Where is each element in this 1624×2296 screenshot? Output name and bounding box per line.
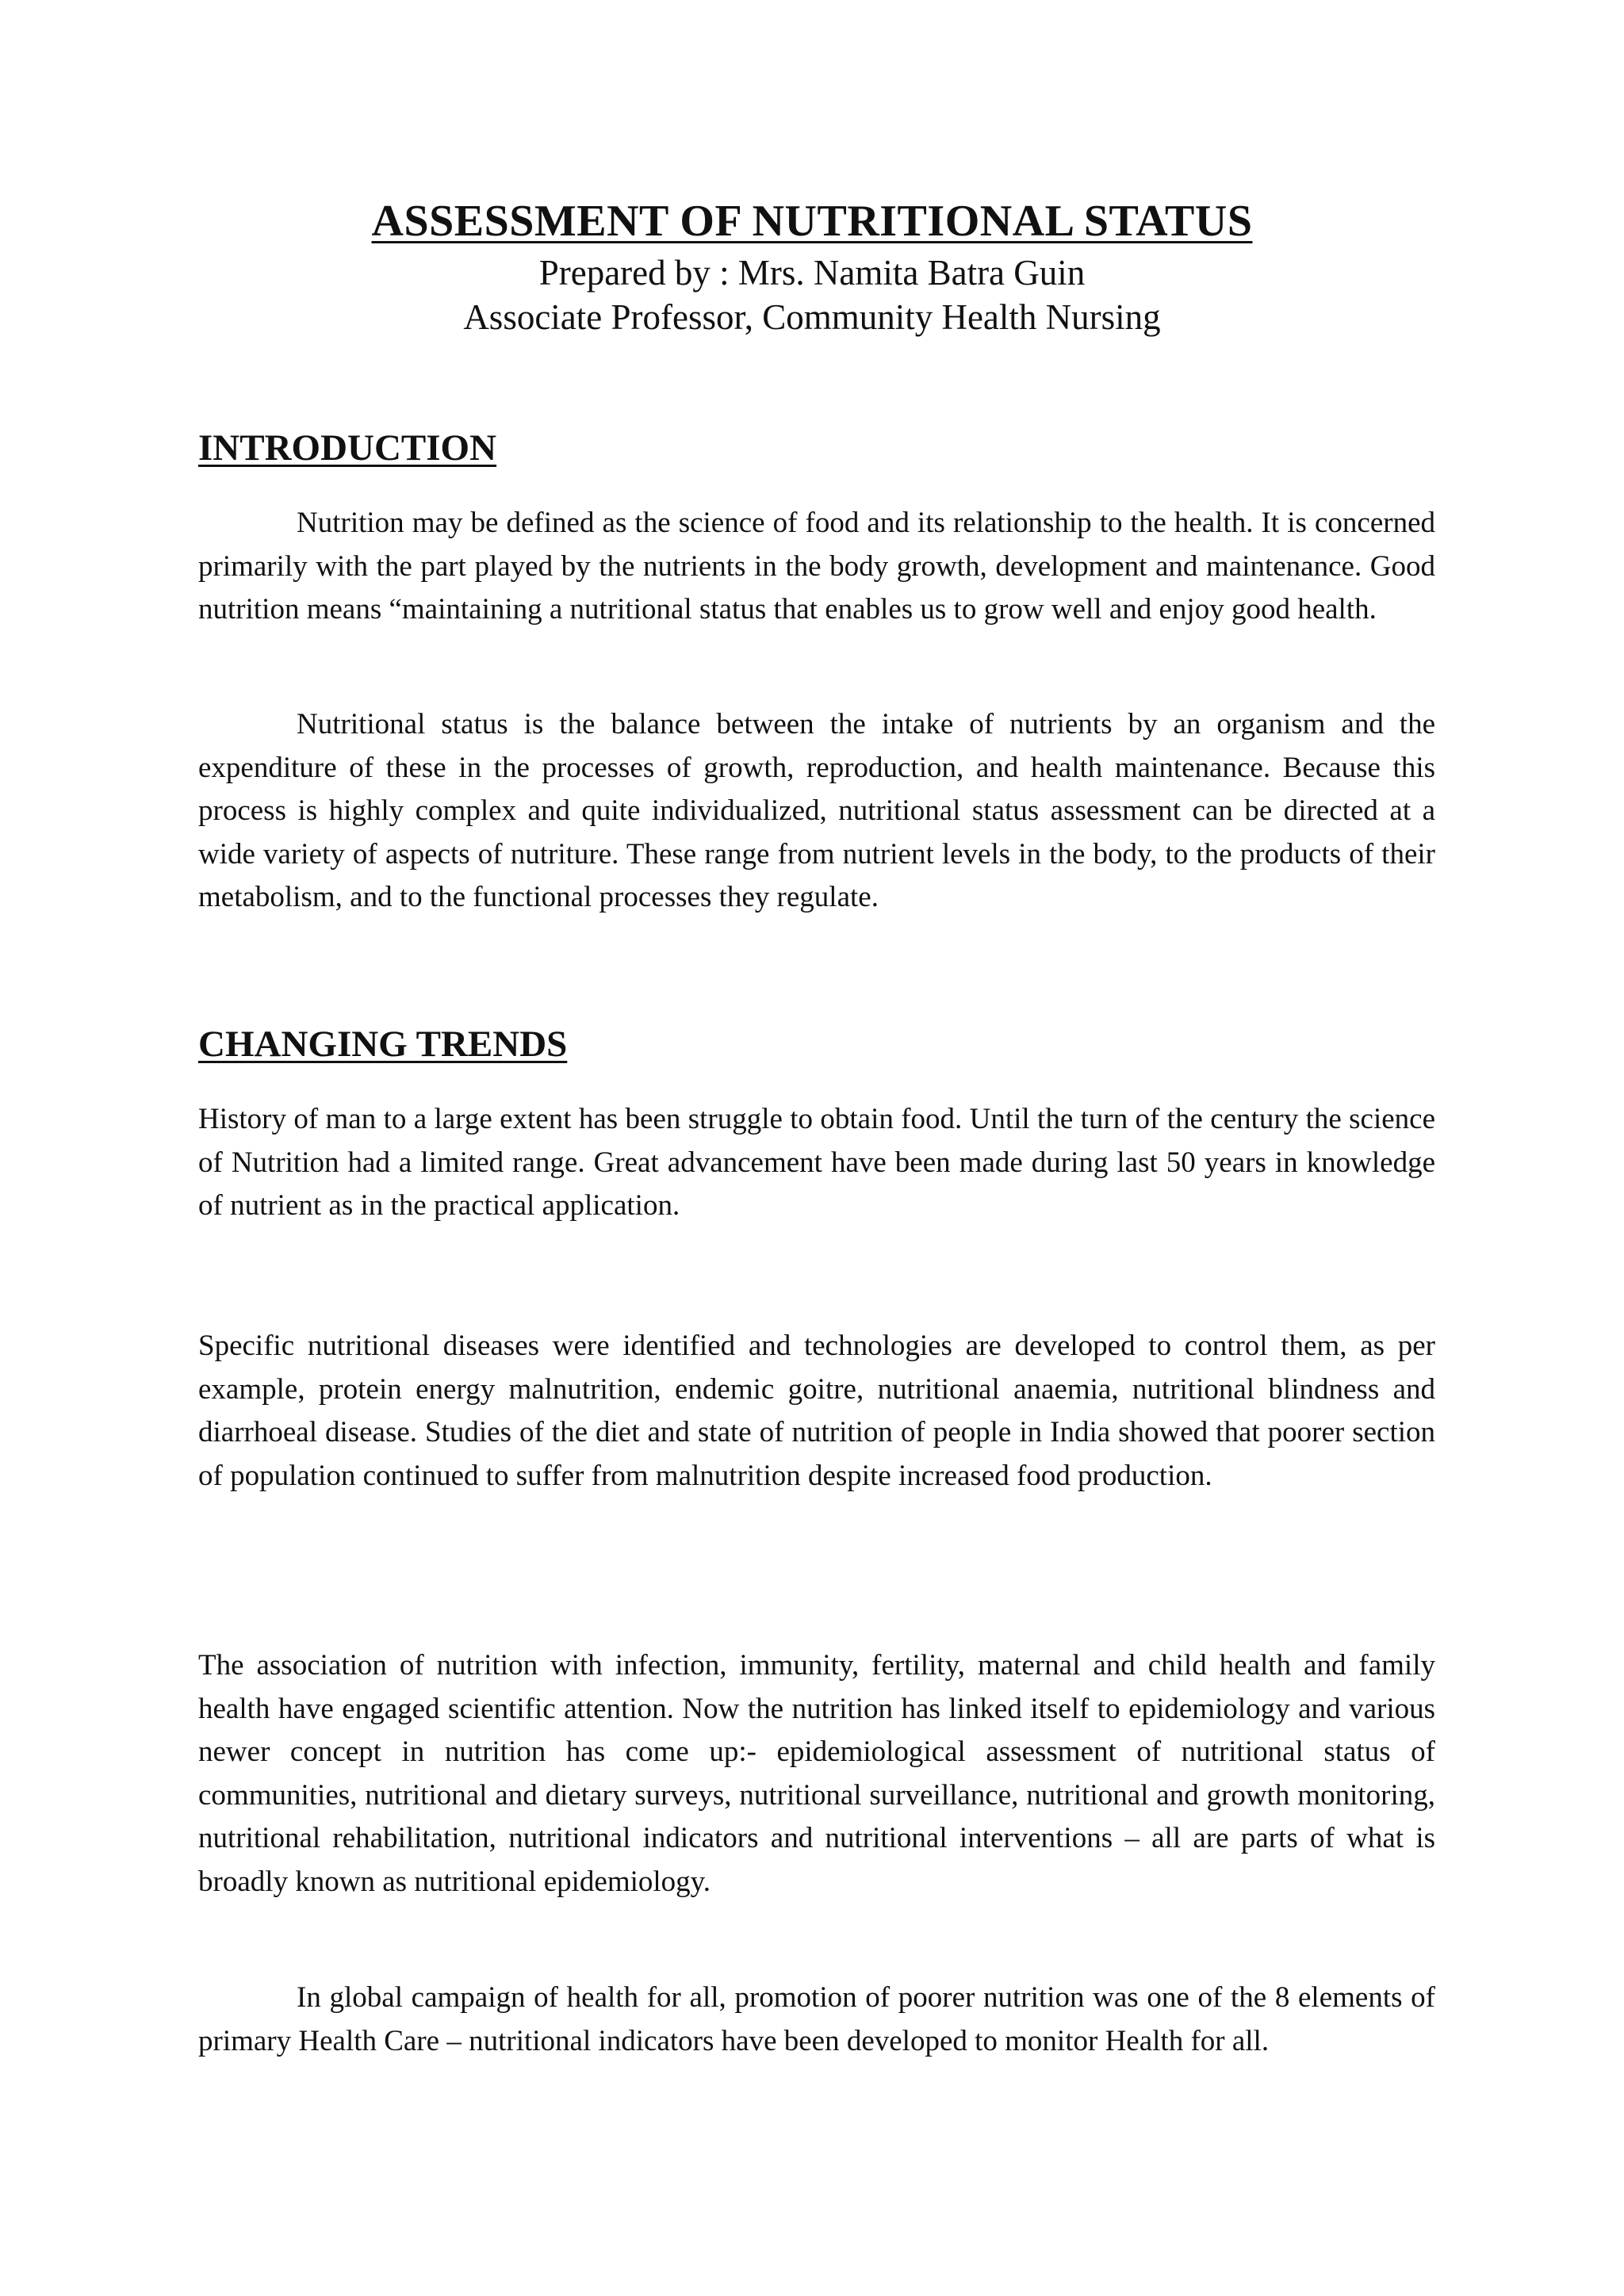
author-affiliation: Associate Professor, Community Health Nursing: [463, 297, 1161, 337]
paragraph: Nutrition may be defined as the science of food and its relationship to the health. It is concerned primarily with the part played by the nutrients in the body growth, development and maintenance. Good nutrition means “maintaining a nutritional status that enables us to grow well and enjoy good health.: [198, 507, 1435, 626]
section-heading-changing-trends: CHANGING TRENDS: [198, 1024, 568, 1065]
paragraph: In global campaign of health for all, promotion of poorer nutrition was one of the 8 elements of primary Health Care – nutritional indicators have been developed to monitor Health for all.: [198, 1981, 1435, 2057]
paragraph: Specific nutritional diseases were identified and technologies are developed to control them, as per example, protein energy malnutrition, endemic goitre, nutritional anaemia, nutritional blindness and diarrhoeal disease. Studies of the diet and state of nutrition of people in India showed that poorer section of population continued to suffer from malnutrition despite increased food production.: [198, 1330, 1435, 1492]
paragraph: History of man to a large extent has been struggle to obtain food. Until the turn of the century the science of Nutrition had a limited range. Great advancement have been made during last 50 years in knowledge of nutrient as in the practical application.: [198, 1103, 1435, 1222]
paragraph: The association of nutrition with infection, immunity, fertility, maternal and child health and family health have engaged scientific attention. Now the nutrition has linked itself to epidemiology and various newer concept in nutrition has come up:- epidemiological assessment of nutritional status of communities, nutritional and dietary surveys, nutritional surveillance, nutritional and growth monitoring, nutritional rehabilitation, nutritional indicators and nutritional interventions – all are parts of what is broadly known as nutritional epidemiology.: [198, 1649, 1435, 1898]
section-heading-introduction: INTRODUCTION: [198, 427, 497, 469]
document-title: ASSESSMENT OF NUTRITIONAL STATUS: [371, 197, 1253, 246]
paragraph: Nutritional status is the balance between the intake of nutrients by an organism and the expenditure of these in the processes of growth, reproduction, and health maintenance. Because this process is highly complex and quite individualized, nutritional status assessment can be directed at a wide variety of aspects of nutriture. These range from nutrient levels in the body, to the products of their metabolism, and to the functional processes they regulate.: [198, 708, 1435, 913]
author-line: Prepared by : Mrs. Namita Batra Guin: [538, 253, 1086, 293]
